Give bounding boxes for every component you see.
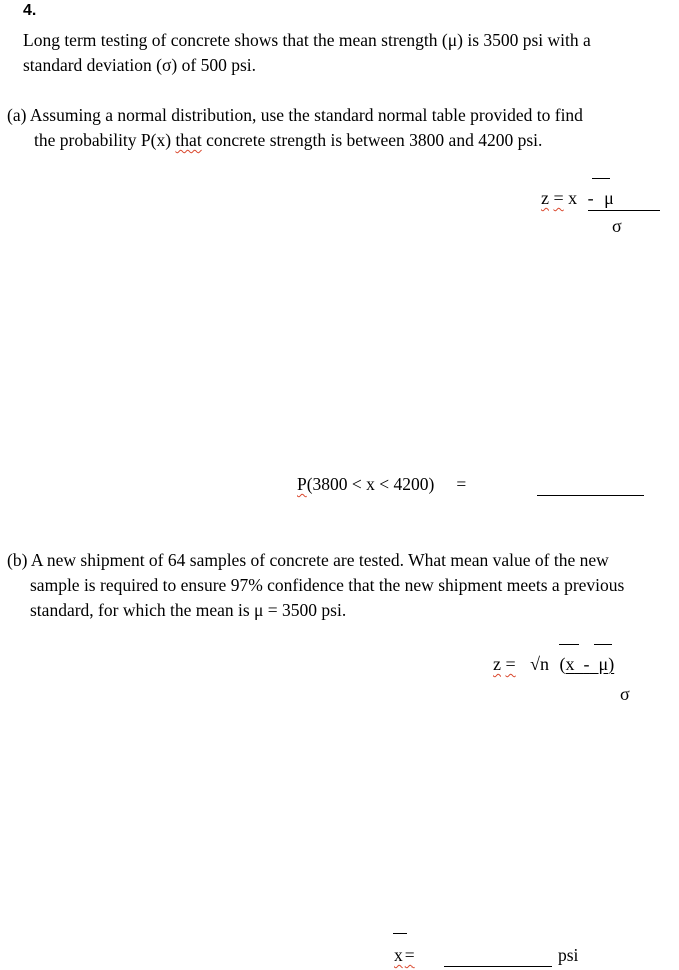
answer-a-expression xyxy=(297,471,466,497)
formula-b-eq: = xyxy=(505,654,516,674)
formula-b-sigma: σ xyxy=(620,684,630,704)
formula-b-sqrt-overline xyxy=(559,644,579,645)
formula-a-numerator xyxy=(541,186,614,210)
formula-b-sqrt-n: √n xyxy=(530,654,550,674)
answer-a-range: (3800 < x < 4200) xyxy=(306,474,435,494)
answer-b-blank[interactable] xyxy=(444,946,552,967)
part-b-line-3: standard, for which the mean is μ = 3500 psi. xyxy=(30,600,347,620)
answer-b-xbar-overline xyxy=(393,933,407,934)
formula-a-sigma: σ xyxy=(612,216,622,236)
part-b-line-1: (b) A new shipment of 64 samples of concrete are tested. What mean value of the new xyxy=(7,550,609,570)
part-a-line-2 xyxy=(34,127,542,153)
part-b-line-2: sample is required to ensure 97% confidence that the new shipment meets a previous xyxy=(30,575,625,595)
answer-b-x: x xyxy=(394,945,403,965)
part-a-line-2-pre: the probability P(x) xyxy=(34,130,172,150)
formula-b-x: x xyxy=(565,654,575,674)
formula-b-minus: - xyxy=(583,654,590,674)
formula-b-fraction-numerator xyxy=(566,654,615,674)
answer-b-eq: = xyxy=(404,945,415,965)
formula-b-close-paren: ) xyxy=(608,654,615,674)
answer-b-label xyxy=(394,942,415,968)
formula-b-mu: μ xyxy=(598,654,609,674)
formula-a-z: z xyxy=(541,188,549,208)
formula-a-minus: - xyxy=(587,188,594,208)
formula-a-x: x xyxy=(568,188,578,208)
part-a-flagged-word: that xyxy=(175,130,202,150)
formula-b-xbar-overline xyxy=(594,644,612,645)
formula-a-eq: = xyxy=(553,188,564,208)
formula-b-open-paren: ( xyxy=(559,654,566,674)
formula-a-mu: μ xyxy=(604,188,614,208)
answer-a-blank[interactable] xyxy=(537,475,644,496)
answer-b-unit: psi xyxy=(558,945,579,965)
formula-a-xbar-overline xyxy=(592,178,610,179)
part-a-line-2-post: concrete strength is between 3800 and 4200 psi. xyxy=(201,130,543,150)
question-number: 4. xyxy=(23,2,37,19)
formula-a-fraction-bar xyxy=(588,210,660,211)
formula-b-z: z xyxy=(493,654,501,674)
formula-b-numerator xyxy=(493,652,614,676)
part-a-line-1: (a) Assuming a normal distribution, use the standard normal table provided to find xyxy=(7,105,583,125)
intro-line-1: Long term testing of concrete shows that the mean strength (μ) is 3500 psi with a xyxy=(23,30,591,50)
answer-a-p: P xyxy=(297,474,307,494)
intro-line-2: standard deviation (σ) of 500 psi. xyxy=(23,55,256,75)
answer-a-eq: = xyxy=(456,474,467,494)
